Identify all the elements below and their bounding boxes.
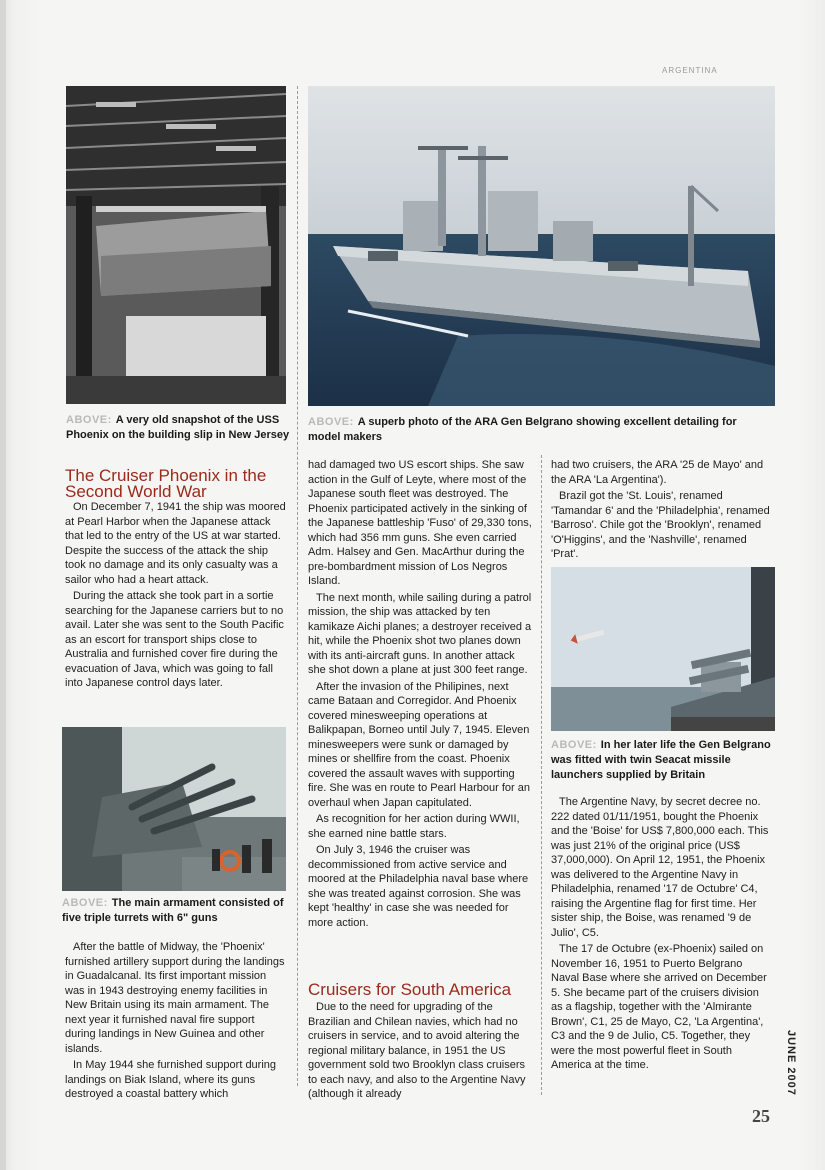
caption-text: The main armament consisted of five triple turrets with 6" guns bbox=[62, 897, 284, 924]
caption-turrets bbox=[62, 896, 290, 926]
issue-date-side-text: JUNE 2007 bbox=[785, 1030, 797, 1096]
heading-cruiser-phoenix: The Cruiser Phoenix in the Second World War bbox=[65, 466, 267, 501]
paragraph: As recognition for her action during WWII, she earned nine battle stars. bbox=[308, 813, 520, 840]
paragraph: On July 3, 1946 the cruiser was decommissioned from active service and moored at the Philadelphia naval base where she was treated against corrosion. She was kept 'healthy' in case she was needed for more action. bbox=[308, 844, 529, 929]
paragraph: After the invasion of the Philipines, next came Bataan and Corregidor. And Phoenix covered minesweeping operations at Balikpapan, Borneo until July 7, 1945. Eleven minesweepers were sunk or damaged by mines or shellfire from the coast. Phoenix covered the assault waves with supporting fire. She was en route to Pearl Harbour for an overhaul when Japan capitulated. bbox=[308, 680, 530, 809]
paragraph: In May 1944 she furnished support during landings on Biak Island, where its guns destroyed a coastal battery which bbox=[65, 1059, 277, 1100]
paragraph: Brazil got the 'St. Louis', renamed 'Tamandar 6' and the 'Philadelphia', renamed 'Barroso'. Chile got the 'Brooklyn', renamed 'O'Higgins', and the 'Nashville', renamed 'Prat'. bbox=[551, 490, 770, 560]
column-3-text-top bbox=[551, 458, 773, 564]
column-2-text-b bbox=[308, 1000, 533, 1104]
belgrano-at-sea-photo bbox=[308, 86, 775, 406]
paragraph: had damaged two US escort ships. She saw action in the Gulf of Leyte, where most of the Japanese south fleet was destroyed. The Phoenix participated actively in the sinking of the Japanese battleship 'Fuso' of 29,330 tons, which had 356 mm guns. She even carried Adm. Halsey and Gen. MacArthur during the pre-bombardment mission of Los Negros Island. bbox=[308, 459, 532, 587]
paragraph: After the battle of Midway, the 'Phoenix' furnished artillery support during the landings in Guadalcanal. Its first important mission was in 1943 destroying enemy facilities in New Britain using its main armament. The next year it furnished naval fire support during landings in New Guinea and other islands. bbox=[65, 941, 285, 1055]
column-divider bbox=[541, 455, 542, 1095]
caption-label: ABOVE: bbox=[62, 897, 108, 909]
caption-seacat bbox=[551, 738, 773, 783]
paragraph: had two cruisers, the ARA '25 de Mayo' and the ARA 'La Argentina'). bbox=[551, 459, 764, 486]
page-number: 25 bbox=[752, 1106, 770, 1126]
section-masthead bbox=[660, 58, 780, 82]
page-spine-shadow bbox=[0, 0, 6, 1170]
masthead-section-label: ARGENTINA bbox=[662, 66, 718, 75]
paragraph: On December 7, 1941 the ship was moored at Pearl Harbor when the Japanese attack that led to the entry of the US at war started. Despite the success of the attack the ship took no damage and its only casualty was a sailor who had a heart attack. bbox=[65, 501, 286, 586]
phoenix-building-slip-photo bbox=[66, 86, 286, 404]
column-divider bbox=[297, 86, 298, 1086]
seacat-launcher-photo bbox=[551, 567, 775, 731]
paragraph: During the attack she took part in a sortie searching for the Japanese carriers but to no avail. Later she was sent to the South Pacific as an escort for transport ships close to Australia and furnished cover fire during the evacuation of Java, which was going to fall into Japanese control days later. bbox=[65, 590, 284, 689]
column-1-text-bottom bbox=[65, 940, 287, 1104]
triple-turrets-photo bbox=[62, 727, 286, 891]
paragraph: The 17 de Octubre (ex-Phoenix) sailed on November 16, 1951 to Puerto Belgrano Naval Base where she arrived on December 5. She became part of the cruisers division as a flagship, together with the 'Almirante Brown', C1, 25 de Mayo, C2, 'La Argentina', C3 and the 9 de Julio, C5. Together, they were the most powerful fleet in South America at the time. bbox=[551, 943, 767, 1071]
caption-label: ABOVE: bbox=[551, 739, 597, 751]
column-2-text bbox=[308, 458, 533, 932]
caption-text: A very old snapshot of the USS Phoenix on the building slip in New Jersey bbox=[66, 414, 290, 441]
caption-label: ABOVE: bbox=[66, 414, 112, 426]
caption-text: In her later life the Gen Belgrano was fitted with twin Seacat missile launchers supplied by Britain bbox=[551, 739, 771, 781]
caption-belgrano bbox=[308, 415, 770, 445]
heading-cruisers-south-america: Cruisers for South America bbox=[308, 980, 512, 999]
column-1-text-top bbox=[65, 500, 287, 693]
caption-label: ABOVE: bbox=[308, 416, 354, 428]
paragraph: The next month, while sailing during a patrol mission, the ship was attacked by ten kamikaze Aichi planes; a destroyer received a hit, while the Phoenix shot two planes down with its anti-aircraft guns. In another attack she shot down a plane at just 300 feet range. bbox=[308, 591, 532, 676]
caption-building-slip bbox=[66, 413, 291, 443]
paragraph: The Argentine Navy, by secret decree no. 222 dated 01/11/1951, bought the Phoenix and the 'Boise' for US$ 7,800,000 each. This was just 21% of the original price (US$ 37,000,000). On April 12, 1951, the Phoenix was delivered to the Argentine Navy in Philadelphia, renamed '17 de Octubre' C4, raising the Argentine flag for first time. Her sister ship, the Boise, was renamed '9 de Julio', C5. bbox=[551, 796, 769, 939]
column-3-text-bottom bbox=[551, 795, 773, 1075]
paragraph: Due to the need for upgrading of the Brazilian and Chilean navies, which had no cruisers in service, and to avoid altering the regional military balance, in 1951 the US government sold two Brooklyn class cruisers to each navy, and also to the Argentine Navy (although it already bbox=[308, 1001, 526, 1100]
caption-text: A superb photo of the ARA Gen Belgrano showing excellent detailing for model makers bbox=[308, 416, 737, 443]
